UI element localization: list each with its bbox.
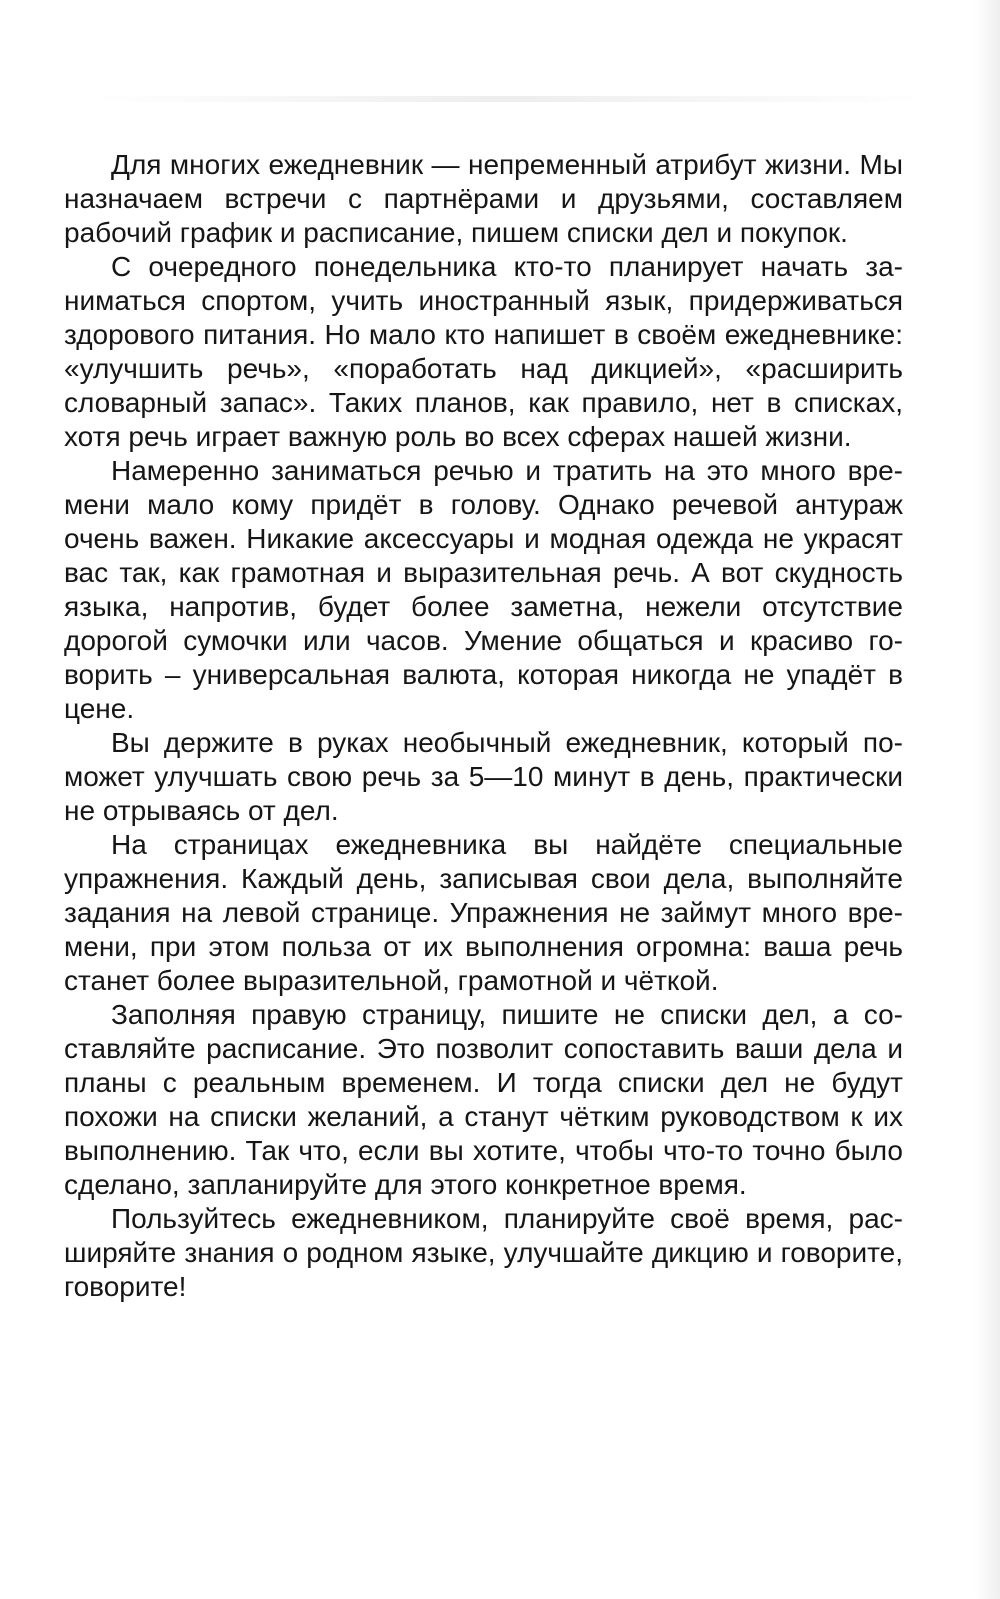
body-text (64, 148, 903, 1304)
paragraph-7: Пользуйтесь ежедневником, планируйте своё время, расширяйте знания о родном языке, улучшайте дикцию и говорите, говорите! (64, 1203, 903, 1302)
paragraph-3: Намеренно заниматься речью и тратить на это много времени мало кому придёт в голову. Однако речевой антураж очень важен. Никакие аксессуары и модная одежда не украсят вас так, как грамотная и выразительная речь. А вот скудность языка, напротив, будет более заметна, нежели отсутствие дорогой сумочки или часов. Умение общаться и красиво говорить – универсальная валюта, которая никогда не упадёт в цене. (64, 455, 903, 724)
paragraph-1: Для многих ежедневник — непременный атрибут жизни. Мы назначаем встречи с партнёрами и друзьями, составляем рабочий график и расписание, пишем списки дел и покупок. (64, 149, 903, 248)
paragraph-5: На страницах ежедневника вы найдёте специальные упражнения. Каждый день, записывая свои дела, выполняйте задания на левой странице. Упражнения не займут много времени, при этом польза от их выполнения огромна: ваша речь станет более выразительной, грамотной и чёткой. (64, 829, 903, 996)
paper-show-through (90, 96, 925, 102)
page-edge-shadow (974, 0, 1000, 1599)
paragraph-2: С очередного понедельника кто-то планирует начать заниматься спортом, учить иностранный язык, придерживаться здорового питания. Но мало кто напишет в своём ежедневнике: «улучшить речь», «поработать над дикцией», «расширить словарный запас». Таких планов, как правило, нет в списках, хотя речь играет важную роль во всех сферах нашей жизни. (64, 251, 903, 452)
paragraph-6: Заполняя правую страницу, пишите не списки дел, а составляйте расписание. Это позволит сопоставить ваши дела и планы с реальным временем. И тогда списки дел не будут похожи на списки желаний, а станут чётким руководством к их выполнению. Так что, если вы хотите, чтобы что-то точно было сделано, запланируйте для этого конкретное время. (64, 999, 903, 1200)
paragraph-4: Вы держите в руках необычный ежедневник, который поможет улучшать свою речь за 5—10 минут в день, практически не отрываясь от дел. (64, 727, 903, 826)
